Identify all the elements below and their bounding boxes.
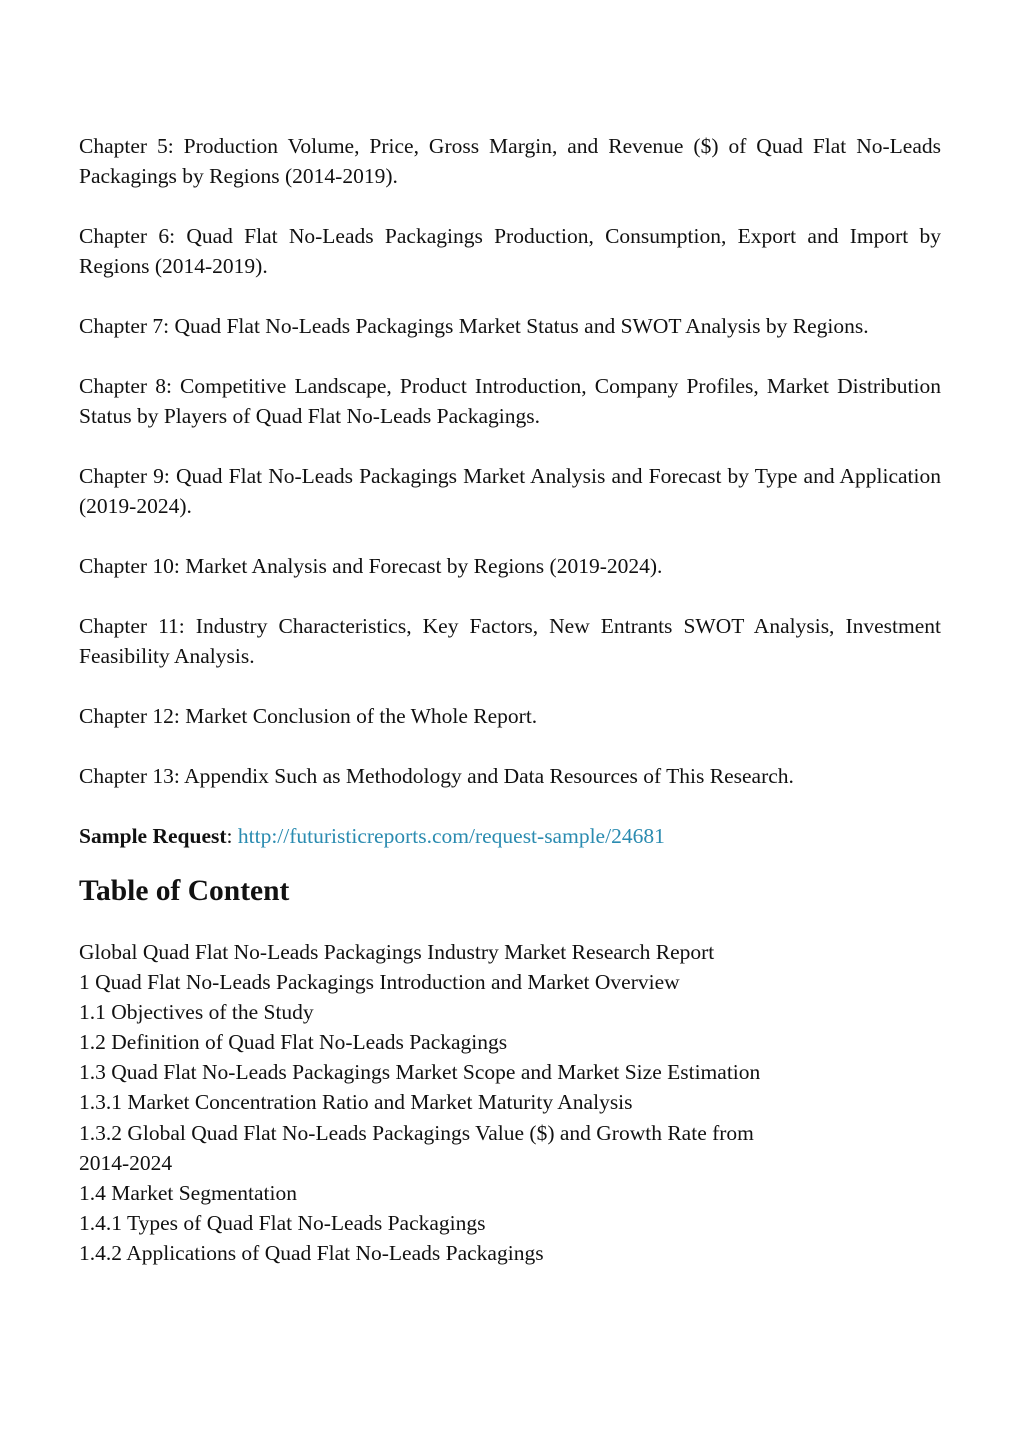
sample-request-link[interactable]: http://futuristicreports.com/request-sample/24681 [237,824,665,848]
sample-request-separator: : [226,824,238,848]
chapter-7-text: Chapter 7: Quad Flat No-Leads Packagings Market Status and SWOT Analysis by Regions. [79,314,869,338]
chapter-5-text: Chapter 5: Production Volume, Price, Gross Margin, and Revenue ($) of Quad Flat No-Leads Packagings by Regions (2014-2019). [79,134,941,188]
chapter-6-text: Chapter 6: Quad Flat No-Leads Packagings Production, Consumption, Export and Import by Regions (2014-2019). [79,224,941,278]
chapter-8-text: Chapter 8: Competitive Landscape, Product Introduction, Company Profiles, Market Distribution Status by Players of Quad Flat No-Leads Packagings. [79,374,941,428]
document-page [79,131,941,1268]
toc-item: 1.4 Market Segmentation [79,1180,297,1205]
sample-request-label: Sample Request [79,824,227,848]
toc-item: 1.3.2 Global Quad Flat No-Leads Packagings Value ($) and Growth Rate from [79,1120,754,1145]
chapter-11-text: Chapter 11: Industry Characteristics, Key Factors, New Entrants SWOT Analysis, Investment Feasibility Analysis. [79,614,941,668]
chapter-10-text: Chapter 10: Market Analysis and Forecast by Regions (2019-2024). [79,554,663,578]
sample-request-line [79,821,941,851]
toc-item: 2014-2024 [79,1150,173,1175]
toc-item: 1.3 Quad Flat No-Leads Packagings Market Scope and Market Size Estimation [79,1060,761,1085]
chapter-12-text: Chapter 12: Market Conclusion of the Whole Report. [79,704,538,728]
toc-item: 1.4.2 Applications of Quad Flat No-Leads Packagings [79,1240,544,1265]
toc-heading: Table of Content [79,875,290,907]
toc-item: 1.1 Objectives of the Study [79,1000,314,1025]
toc-item: 1.4.1 Types of Quad Flat No-Leads Packagings [79,1210,486,1235]
chapter-13-text: Chapter 13: Appendix Such as Methodology and Data Resources of This Research. [79,764,794,788]
toc-item: 1.2 Definition of Quad Flat No-Leads Packagings [79,1030,508,1055]
toc-item: Global Quad Flat No-Leads Packagings Industry Market Research Report [79,940,715,964]
toc-item: 1 Quad Flat No-Leads Packagings Introduction and Market Overview [79,970,680,995]
chapter-9-text: Chapter 9: Quad Flat No-Leads Packagings Market Analysis and Forecast by Type and Application (2019-2024). [79,464,941,518]
toc-list [79,937,941,1268]
toc-item: 1.3.1 Market Concentration Ratio and Market Maturity Analysis [79,1090,633,1115]
